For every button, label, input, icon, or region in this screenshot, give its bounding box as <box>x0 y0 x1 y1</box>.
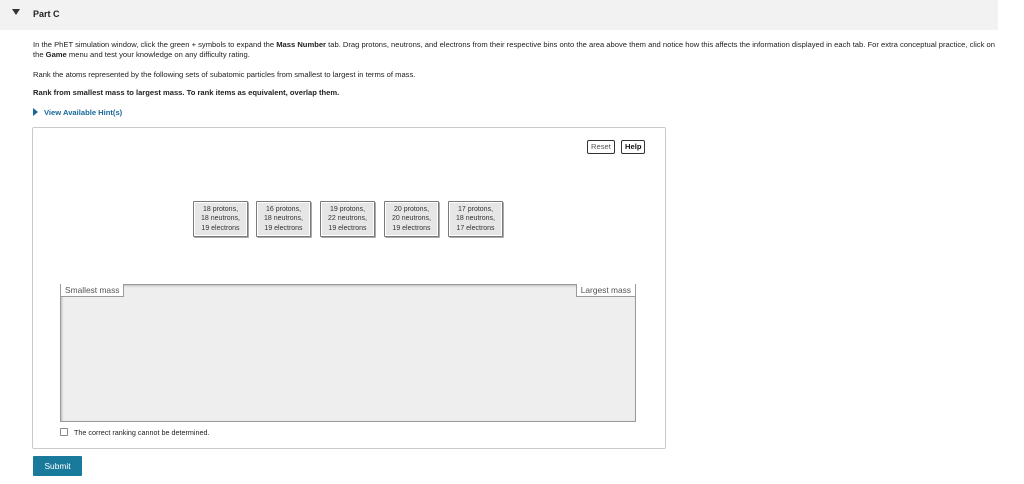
part-header <box>0 0 998 30</box>
ranking-drop-area[interactable] <box>60 284 636 422</box>
ranking-tile[interactable]: 17 protons, 18 neutrons, 17 electrons <box>448 201 503 237</box>
largest-mass-label: Largest mass <box>576 284 635 297</box>
rank-instruction: Rank the atoms represented by the following sets of subatomic particles from smallest to largest in terms of mass. <box>33 70 416 79</box>
part-title: Part C <box>33 9 60 19</box>
cannot-determine-option: The correct ranking cannot be determined. <box>60 428 209 437</box>
ranking-tile[interactable]: 20 protons, 20 neutrons, 19 electrons <box>384 201 439 237</box>
rank-instruction-bold: Rank from smallest mass to largest mass. To rank items as equivalent, overlap them. <box>33 88 340 97</box>
ranking-tile[interactable]: 19 protons, 22 neutrons, 19 electrons <box>320 201 375 237</box>
cannot-determine-checkbox[interactable] <box>60 428 68 436</box>
ranking-tile[interactable]: 18 protons, 18 neutrons, 19 electrons <box>193 201 248 237</box>
view-hints-link[interactable]: View Available Hint(s) <box>33 108 122 117</box>
instructions-paragraph: In the PhET simulation window, click the green + symbols to expand the Mass Number tab. Drag protons, neutrons, and electrons from their respective bins onto the area above them and notice how this affects the information displayed in each tab. For extra conceptual practice, click on the Game menu and test your knowledge on any difficulty rating. <box>33 40 995 59</box>
help-button[interactable]: Help <box>621 140 645 154</box>
reset-button[interactable]: Reset <box>587 140 615 154</box>
expand-triangle-icon <box>33 108 38 116</box>
ranking-tile[interactable]: 16 protons, 18 neutrons, 19 electrons <box>256 201 311 237</box>
ranking-workspace <box>32 127 666 449</box>
smallest-mass-label: Smallest mass <box>61 284 124 297</box>
collapse-caret-icon[interactable] <box>12 9 20 15</box>
submit-button[interactable]: Submit <box>33 456 82 476</box>
